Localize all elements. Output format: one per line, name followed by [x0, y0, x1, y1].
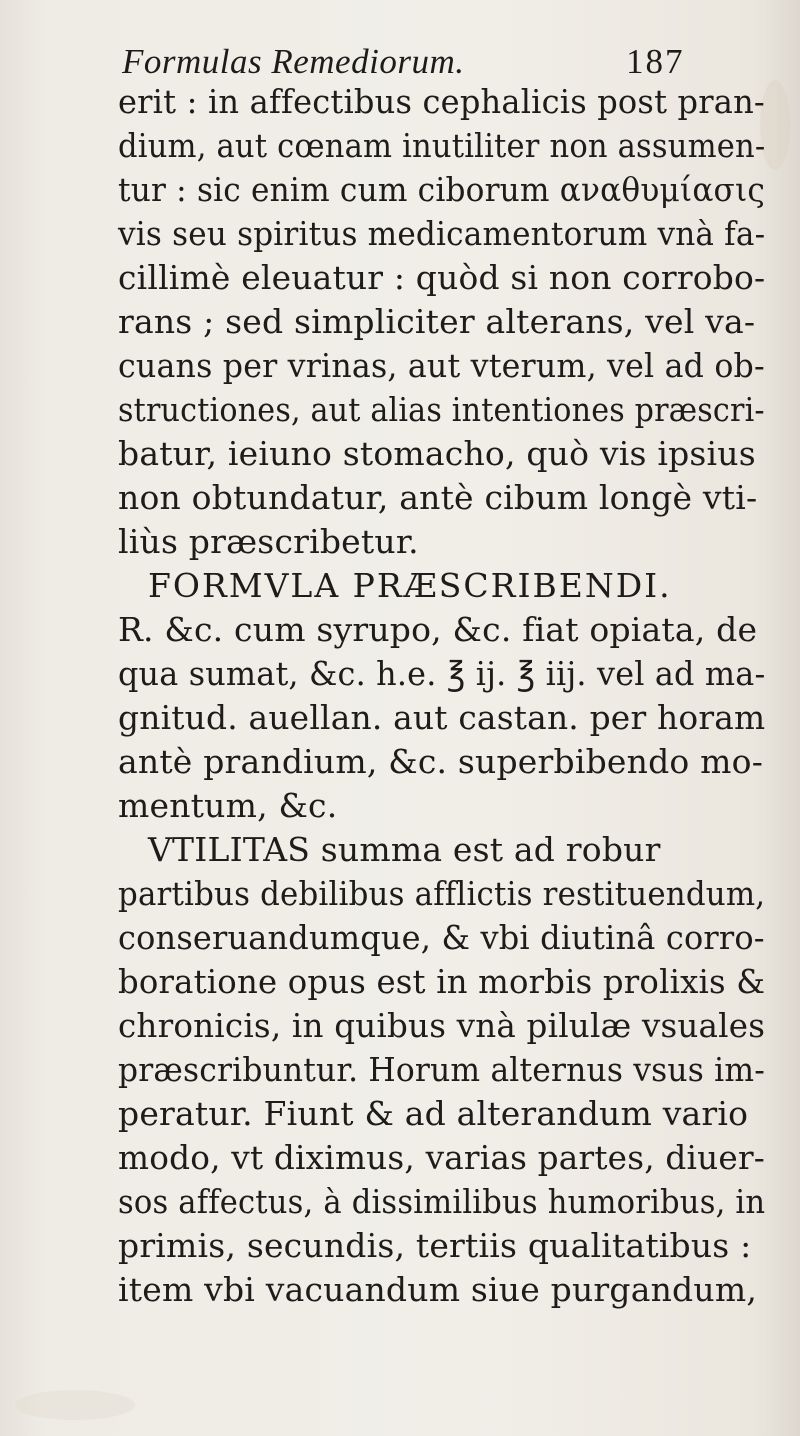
text-line: chronicis, in quibus vnà pilulæ vsuales: [118, 1006, 766, 1045]
text-line: modo, vt diximus, varias partes, diuer-: [118, 1138, 766, 1177]
text-line: erit : in affectibus cephalicis post pran-: [118, 82, 765, 121]
text-line: batur, ieiuno stomacho, quò vis ipsius: [118, 434, 756, 473]
text-line: cillimè eleuatur : quòd si non corrobo-: [118, 258, 766, 297]
text-line: cuans per vrinas, aut vterum, vel ad ob-: [118, 346, 765, 385]
text-line: VTILITAS summa est ad robur: [148, 830, 661, 869]
text-line: partibus debilibus afflictis restituendum,: [118, 874, 766, 913]
text-line: rans ; sed simpliciter alterans, vel va-: [118, 302, 756, 341]
page-number: 187: [626, 42, 685, 81]
text-line: boratione opus est in morbis prolixis &: [118, 962, 766, 1001]
text-line: antè prandium, &c. superbibendo mo-: [118, 742, 764, 781]
text-line: primis, secundis, tertiis qualitatibus :: [118, 1226, 752, 1265]
text-line: conseruandumque, & vbi diutinâ corro-: [118, 918, 765, 957]
text-line: qua sumat, &c. h.e. ℥ ij. ℥ iij. vel ad ma-: [118, 654, 766, 693]
text-line: R. &c. cum syrupo, &c. fiat opiata, de: [118, 610, 758, 649]
text-line: non obtundatur, antè cibum longè vti-: [118, 478, 758, 517]
text-line: vis seu spiritus medicamentorum vnà fa-: [118, 214, 766, 253]
text-line: gnitud. auellan. aut castan. per horam: [118, 698, 766, 737]
text-line: mentum, &c.: [118, 786, 338, 825]
section-heading: FORMVLA PRÆSCRIBENDI.: [148, 566, 672, 605]
text-line: sos affectus, à dissimilibus humoribus, in: [118, 1182, 766, 1221]
running-title: Formulas Remediorum.: [122, 42, 465, 81]
text-line: præscribuntur. Horum alternus vsus im-: [118, 1050, 765, 1089]
text-line: structiones, aut alias intentiones præscri-: [118, 390, 765, 429]
text-line: peratur. Fiunt & ad alterandum vario: [118, 1094, 749, 1133]
text-line: dium, aut cœnam inutiliter non assumen-: [118, 126, 766, 165]
text-line: item vbi vacuandum siue purgandum,: [118, 1270, 758, 1309]
text-line: liùs præscribetur.: [118, 522, 419, 561]
text-line: tur : sic enim cum ciborum αναθυμίασις: [118, 170, 766, 209]
